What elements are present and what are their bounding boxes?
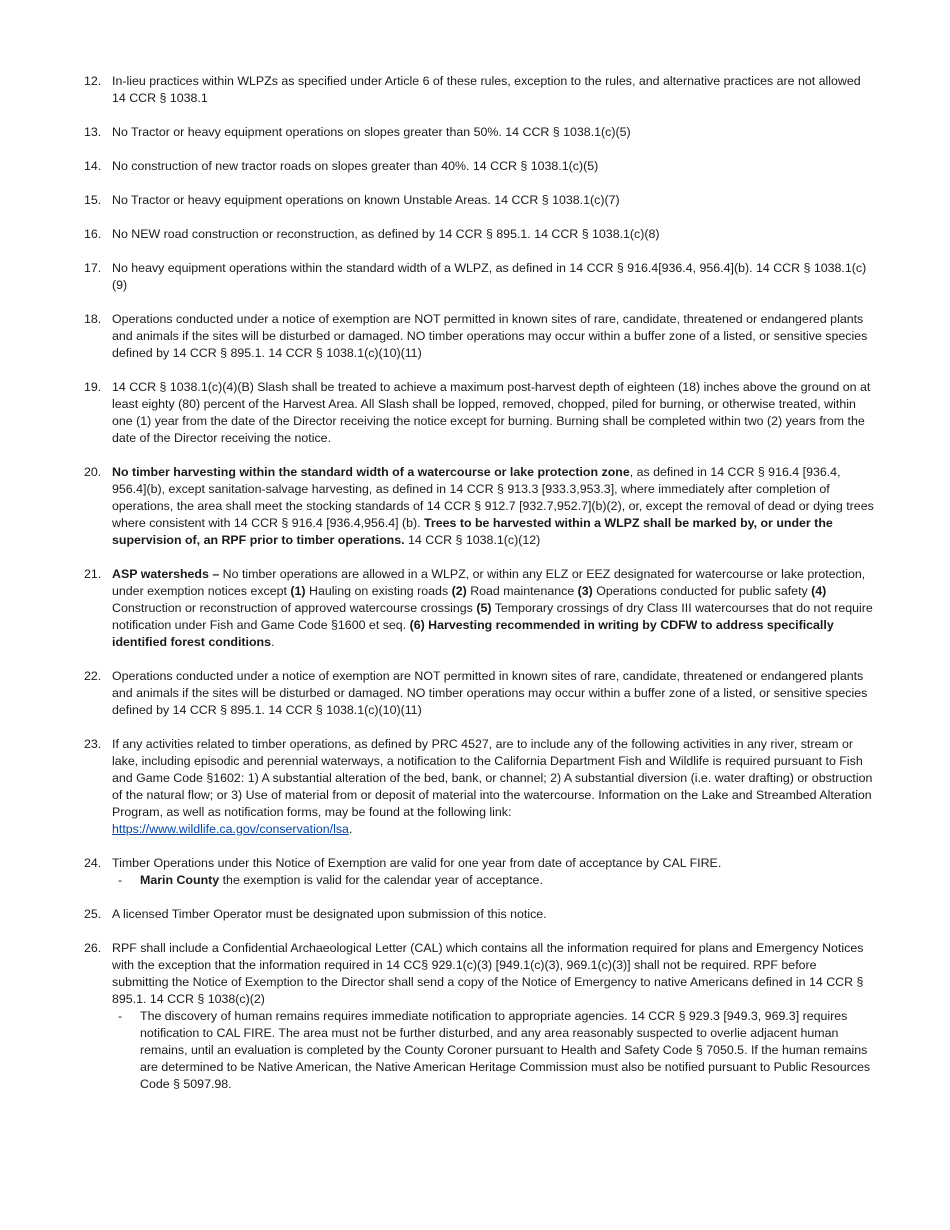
item-text: No Tractor or heavy equipment operations on slopes greater than 50%. 14 CCR § 1038.1(c)(5) — [112, 125, 631, 139]
item-text: Timber Operations under this Notice of Exemption are valid for one year from date of acceptance by CAL FIRE. — [112, 856, 722, 870]
text-span: Construction or reconstruction of approved watercourse crossings — [112, 601, 477, 615]
sub-item-text — [140, 872, 876, 889]
list-item-24 — [84, 855, 876, 889]
item-text: Operations conducted under a notice of exemption are NOT permitted in known sites of rare, candidate, threatened or endangered plants and animals if the sites will be disturbed or damaged. NO timber operations may occur within a buffer zone of a listed, or sensitive species defined by 14 CCR § 895.1. 14 CCR § 1038.1(c)(10)(11) — [112, 312, 868, 360]
item-text: 14 CCR § 1038.1(c)(4)(B) Slash shall be treated to achieve a maximum post-harvest depth of eighteen (18) inches above the ground on at least eighty (80) percent of the Harvest Area. All Slash shall be lopped, removed, chopped, piled for burning, or otherwise treated, within one (1) year from the date of the Director receiving the notice except for burning. Burning shall be completed within two (2) years from the date of the Director receiving the notice. — [112, 380, 871, 445]
list-item-16 — [84, 226, 876, 243]
bold-marker: (3) — [577, 584, 593, 598]
list-item-23 — [84, 736, 876, 838]
item-number: 25. — [84, 907, 102, 921]
item-number: 17. — [84, 261, 102, 275]
bold-marker: (1) — [290, 584, 306, 598]
item-number: 20. — [84, 465, 102, 479]
list-item-12 — [84, 73, 876, 107]
bold-marker: (2) — [451, 584, 467, 598]
item-number: 13. — [84, 125, 102, 139]
item-number: 15. — [84, 193, 102, 207]
exemption-rules-list — [84, 73, 876, 1110]
item-number: 18. — [84, 312, 102, 326]
text-span: Operations conducted for public safety — [592, 584, 812, 598]
item-text — [112, 464, 876, 549]
text-span: No timber operations are allowed in a WLPZ, or within any ELZ or EEZ designated for watercourse or lake protection, under exemption notices except — [112, 567, 866, 598]
text-span: . — [348, 822, 353, 836]
text-span: Road maintenance — [466, 584, 578, 598]
item-number: 12. — [84, 74, 102, 88]
bold-marker: (4) — [811, 584, 827, 598]
item-number: 14. — [84, 159, 102, 173]
item-text: No NEW road construction or reconstruction, as defined by 14 CCR § 895.1. 14 CCR § 1038.1(c)(8) — [112, 227, 660, 241]
item-number: 26. — [84, 941, 102, 955]
item-text: A licensed Timber Operator must be designated upon submission of this notice. — [112, 907, 547, 921]
list-item-15 — [84, 192, 876, 209]
bold-county: Marin County — [140, 873, 220, 887]
dash-bullet: - — [118, 1009, 123, 1023]
bold-marker: (6) Harvesting recommended in writing by CDFW to address specifically identified forest conditions — [112, 618, 834, 649]
list-item-19 — [84, 379, 876, 447]
sub-item — [112, 1008, 876, 1093]
text-span: the exemption is valid for the calendar year of acceptance. — [219, 873, 543, 887]
text-span: Temporary crossings of dry Class III watercourses that do not require notification under Fish and Game Code §1600 et seq. — [112, 601, 873, 632]
item-text: No Tractor or heavy equipment operations on known Unstable Areas. 14 CCR § 1038.1(c)(7) — [112, 193, 620, 207]
list-item-14 — [84, 158, 876, 175]
item-number: 24. — [84, 856, 102, 870]
item-text — [112, 566, 876, 651]
item-text: In-lieu practices within WLPZs as specified under Article 6 of these rules, exception to the rules, and alternative practices are not allowed 14 CCR § 1038.1 — [112, 74, 861, 105]
text-span: Hauling on existing roads — [305, 584, 452, 598]
item-number: 22. — [84, 669, 102, 683]
item-number: 21. — [84, 567, 102, 581]
bold-heading: No timber harvesting within the standard width of a watercourse or lake protection zone — [112, 465, 630, 479]
item-text: Operations conducted under a notice of exemption are NOT permitted in known sites of rare, candidate, threatened or endangered plants and animals if the sites will be disturbed or damaged. NO timber operations may occur within a buffer zone of a listed, or sensitive species defined by 14 CCR § 895.1. 14 CCR § 1038.1(c)(10)(11) — [112, 669, 868, 717]
bold-heading: ASP watersheds – — [112, 567, 220, 581]
text-span: If any activities related to timber operations, as defined by PRC 4527, are to include any of the following activities in any river, stream or lake, including episodic and perennial waterways, a notification to the California Department Fish and Wildlife is required pursuant to Fish and Game Code §1602: 1) A substantial alteration of the bed, bank, or channel; 2) A substantial diversion (i.e. water drafting) or obstruction of the natural flow; or 3) Use of material from or deposit of material into the watercourse. Information on the Lake and Streambed Alteration Program, as well as notification forms, may be found at the following link: — [112, 737, 873, 819]
list-item-21 — [84, 566, 876, 651]
list-item-26 — [84, 940, 876, 1093]
list-item-25 — [84, 906, 876, 923]
text-span: , as defined in 14 CCR § 916.4 [936.4, 956.4](b), except sanitation-salvage harvesting, as defined in 14 CCR § 913.3 [933.3,953.3], where immediately after completion of operations, the area shall meet the stocking standards of 14 CCR § 912.7 [932.7,952.7](b)(2), or, except the removal of dead or dying trees where consistent with 14 CCR § 916.4 [936.4,956.4] (b). — [112, 465, 874, 530]
item-number: 16. — [84, 227, 102, 241]
lsa-link[interactable]: https://www.wildlife.ca.gov/conservation/lsa — [112, 822, 349, 836]
list-item-13 — [84, 124, 876, 141]
list-item-20 — [84, 464, 876, 549]
item-number: 19. — [84, 380, 102, 394]
item-text: No construction of new tractor roads on slopes greater than 40%. 14 CCR § 1038.1(c)(5) — [112, 159, 599, 173]
sub-item-text: The discovery of human remains requires immediate notification to appropriate agencies. 14 CCR § 929.3 [949.3, 969.3] requires notification to CAL FIRE. The area must not be further disturbed, and any area reasonably suspected to overlie adjacent human remains, until an evaluation is completed by the County Coroner pursuant to Health and Safety Code § 7050.5. If the human remains are determined to be Native American, the Native American Heritage Commission must also be notified pursuant to Public Resources Code § 5097.98. — [140, 1009, 871, 1091]
item-text — [112, 736, 876, 838]
bold-requirement: Trees to be harvested within a WLPZ shall be marked by, or under the supervision of, an RPF prior to timber operations. — [112, 516, 833, 547]
text-span: . — [271, 635, 275, 649]
list-item-17 — [84, 260, 876, 294]
sub-item — [112, 872, 876, 889]
list-item-22 — [84, 668, 876, 719]
item-number: 23. — [84, 737, 102, 751]
list-item-18 — [84, 311, 876, 362]
item-text: No heavy equipment operations within the standard width of a WLPZ, as defined in 14 CCR § 916.4[936.4, 956.4](b). 14 CCR § 1038.1(c)(9) — [112, 261, 867, 292]
text-span: 14 CCR § 1038.1(c)(12) — [404, 533, 541, 547]
dash-bullet: - — [118, 873, 123, 887]
bold-marker: (5) — [476, 601, 492, 615]
item-text: RPF shall include a Confidential Archaeological Letter (CAL) which contains all the information required for plans and Emergency Notices with the exception that the information required in 14 CC§ 929.1(c)(3) [949.1(c)(3), 969.1(c)(3)] shall not be required. RPF before submitting the Notice of Exemption to the Director shall send a copy of the Notice of Emergency to native Americans defined in 14 CCR § 895.1. 14 CCR § 1038(c)(2) — [112, 941, 864, 1006]
